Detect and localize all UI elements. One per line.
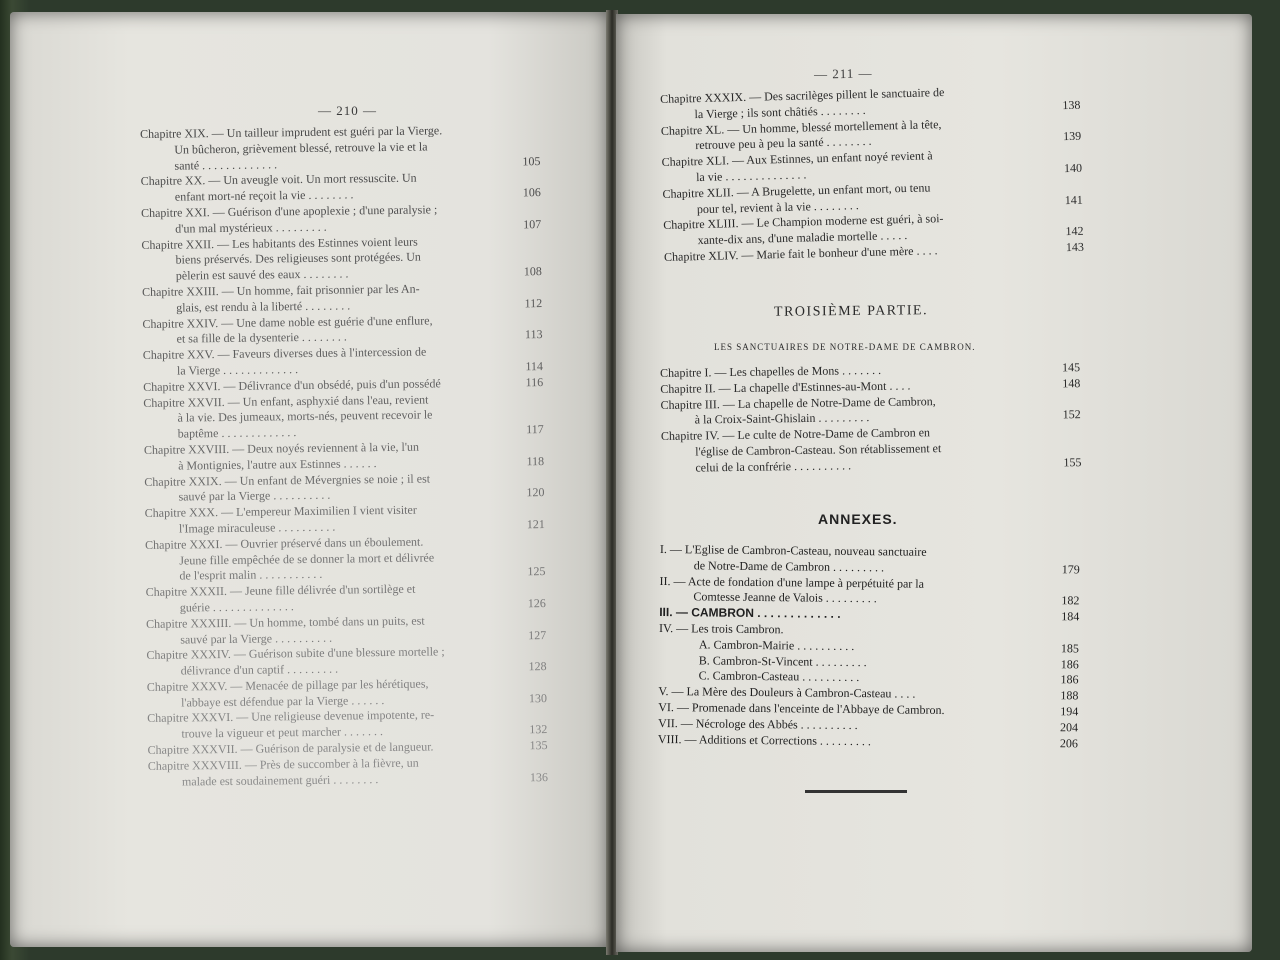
toc-line-text: Chapitre XIX. — Un tailleur imprudent est guéri par la Vierge. — [140, 123, 443, 141]
toc-line-text: Comtesse Jeanne de Valois . . . . . . . . . — [693, 589, 877, 606]
closing-rule — [805, 790, 907, 793]
toc-line-text: Chapitre IV. — Le culte de Notre-Dame de Cambron en — [660, 425, 931, 444]
toc-page-number: 106 — [522, 185, 541, 200]
toc-line-text: celui de la confrérie . . . . . . . . . . — [695, 458, 852, 475]
toc-page-number: 136 — [529, 769, 549, 784]
toc-line-text: l'Image miraculeuse . . . . . . . . . . — [178, 519, 336, 536]
toc-line-text: sauvé par la Vierge . . . . . . . . . . — [178, 488, 331, 504]
toc-page-number: 128 — [528, 659, 547, 674]
toc-line-text: trouve la vigueur et peut marcher . . . . . . . — [181, 724, 384, 741]
toc-page-number: 142 — [1065, 223, 1084, 239]
toc-line-text: B. Cambron-St-Vincent . . . . . . . . . — [698, 652, 867, 669]
toc-line-text: Chapitre XLIV. — Marie fait le bonheur d'une mère . . . . — [663, 243, 938, 264]
toc-line-text: Chapitre XXXV. — Menacée de pillage par les hérétiques, — [146, 676, 429, 694]
toc-entry — [145, 533, 546, 585]
toc-line-text: de Notre-Dame de Cambron . . . . . . . . . — [693, 558, 885, 575]
toc-line-text: A. Cambron-Mairie . . . . . . . . . . — [698, 637, 855, 653]
toc-line-text: à Montignies, l'autre aux Estinnes . . . . . . — [178, 455, 377, 473]
toc-page-number: 116 — [525, 374, 544, 390]
toc-line-text: à la vie. Des jumeaux, morts-nés, peuvent recevoir le — [177, 407, 433, 425]
toc-entry — [141, 233, 542, 285]
toc-page-number: 148 — [1062, 375, 1081, 391]
toc-line-text: Chapitre XXVI. — Délivrance d'un obsédé, puis d'un possédé — [143, 376, 441, 394]
toc-page-number: 141 — [1064, 192, 1083, 207]
toc-line-text: Chapitre XLII. — A Brugelette, un enfant mort, ou tenu — [662, 180, 931, 201]
toc-line-text: biens préservés. Des religieuses sont protégées. Un — [175, 249, 421, 267]
annex-table-of-contents — [658, 542, 1080, 752]
toc-line-text: IV. — Les trois Cambron. — [659, 620, 784, 637]
toc-line-text: Chapitre XXXVIII. — Près de succomber à la fièvre, un — [147, 755, 419, 773]
part-title: TROISIÈME PARTIE. — [773, 303, 929, 320]
toc-line-text: Chapitre XXIII. — Un homme, fait prisonnier par les An- — [141, 281, 420, 299]
toc-entry — [144, 438, 544, 474]
toc-line-text: VII. — Nécrologe des Abbés . . . . . . . . . . — [658, 715, 858, 732]
toc-page-number: 112 — [524, 295, 543, 311]
left-table-of-contents — [140, 122, 548, 790]
toc-page-number: 139 — [1063, 129, 1082, 144]
toc-line-text: glais, est rendu à la liberté . . . . . . . . — [176, 298, 351, 315]
toc-line-text: Chapitre XXXIII. — Un homme, tombé dans un puits, est — [145, 613, 425, 631]
toc-page-number: 204 — [1060, 719, 1079, 735]
toc-page-number: 184 — [1061, 609, 1080, 624]
toc-line-text: Chapitre I. — Les chapelles de Mons . . . . . . . — [660, 362, 882, 380]
toc-entry — [141, 170, 541, 206]
toc-page-number: 130 — [528, 690, 548, 705]
toc-line-text: Chapitre XXII. — Les habitants des Estinnes voient leurs — [141, 234, 418, 252]
toc-page-number: 120 — [526, 485, 545, 500]
toc-line-text: V. — La Mère des Douleurs à Cambron-Casteau . . . . — [658, 684, 916, 701]
toc-line-text: la Vierge ; ils sont châtiés . . . . . . . . — [694, 102, 866, 121]
toc-line-text: enfant mort-né reçoit la vie . . . . . . . . — [174, 187, 354, 204]
toc-entry — [144, 470, 544, 506]
toc-line-text: III. — CAMBRON . . . . . . . . . . . . . — [659, 605, 841, 622]
toc-line-text: Chapitre XXV. — Faveurs diverses dues à l'intercession de — [142, 344, 427, 363]
toc-line-text: Chapitre XLIII. — Le Champion moderne est guéri, à soi- — [663, 211, 944, 233]
toc-entry — [660, 542, 1080, 578]
toc-page-number: 127 — [528, 627, 547, 642]
toc-line-text: retrouve peu à peu la santé . . . . . . . . — [695, 134, 872, 153]
toc-entry — [140, 122, 541, 174]
toc-line-text: Chapitre XX. — Un aveugle voit. Un mort ressuscite. Un — [140, 171, 417, 189]
toc-entry — [146, 612, 546, 648]
toc-line-text: la Vierge . . . . . . . . . . . . . — [176, 362, 299, 378]
toc-line-text: VIII. — Additions et Corrections . . . . . . . . . — [657, 731, 871, 748]
toc-page-number: 125 — [527, 564, 546, 579]
toc-entry — [142, 312, 542, 348]
toc-page-number: 194 — [1060, 704, 1079, 719]
toc-page-number: 186 — [1060, 672, 1079, 687]
toc-line-text: délivrance d'un captif . . . . . . . . . — [180, 661, 339, 678]
toc-line-text: Chapitre XXX. — L'empereur Maximilien I vient visiter — [144, 502, 417, 521]
toc-line-text: Un bûcheron, grièvement blessé, retrouve la vie et la — [174, 139, 428, 157]
toc-line-text: malade est soudainement guéri . . . . . . . . — [181, 771, 379, 789]
left-page-number: — 210 — — [318, 103, 377, 118]
toc-line-text: Jeune fille empêchée de se donner la mort et délivrée — [179, 549, 435, 568]
toc-entry — [143, 343, 543, 379]
toc-line-text: sauvé par la Vierge . . . . . . . . . . — [180, 630, 333, 647]
toc-line-text: Chapitre XXXII. — Jeune fille délivrée d'un sortilège et — [145, 581, 416, 600]
toc-page-number: 107 — [523, 216, 542, 232]
toc-entry — [146, 580, 546, 616]
toc-page-number: 185 — [1060, 640, 1079, 656]
toc-entry — [141, 201, 541, 237]
toc-entry — [147, 707, 547, 743]
toc-line-text: la vie . . . . . . . . . . . . . . — [695, 167, 807, 185]
toc-line-text: Chapitre XXXVI. — Une religieuse devenue impotente, re- — [147, 707, 435, 726]
toc-line-text: I. — L'Eglise de Cambron-Casteau, nouveau sanctuaire — [659, 542, 927, 559]
toc-entry — [148, 754, 548, 790]
toc-line-text: pèlerin est sauvé des eaux . . . . . . . . — [175, 266, 349, 283]
toc-entry — [145, 501, 545, 537]
toc-line-text: xante-dix ans, d'une maladie mortelle . . . . . — [697, 228, 908, 248]
toc-line-text: baptême . . . . . . . . . . . . . — [177, 425, 297, 441]
toc-page-number: 126 — [527, 595, 546, 611]
toc-line-text: Chapitre III. — La chapelle de Notre-Dame de Cambron, — [660, 393, 936, 412]
toc-page-number: 152 — [1062, 407, 1081, 422]
toc-page-number: 105 — [522, 153, 541, 168]
toc-page-number: 206 — [1059, 735, 1078, 750]
toc-line-text: l'abbaye est défendue par la Vierge . . . . . . — [180, 692, 385, 710]
toc-line-text: santé . . . . . . . . . . . . . — [174, 156, 278, 173]
toc-page-number: 138 — [1062, 97, 1081, 112]
toc-page-number: 145 — [1061, 360, 1081, 375]
toc-line-text: Chapitre XXI. — Guérison d'une apoplexie ; d'une paralysie ; — [140, 202, 438, 220]
toc-page-number: 140 — [1063, 160, 1083, 176]
toc-page-number: 108 — [523, 264, 542, 279]
annex-title: ANNEXES. — [818, 511, 898, 527]
toc-line-text: Chapitre XXIX. — Un enfant de Mévergnies se noie ; il est — [144, 471, 431, 489]
toc-line-text: Chapitre XXVIII. — Deux noyés reviennent à la vie, l'un — [143, 439, 420, 457]
toc-page-number: 155 — [1063, 454, 1082, 470]
toc-page-number: 114 — [525, 359, 544, 374]
toc-line-text: Chapitre XL. — Un homme, blessé mortellement à la tête, — [660, 116, 942, 138]
right-table-of-contents — [660, 82, 1084, 266]
part-subtitle: LES SANCTUAIRES DE NOTRE-DAME DE CAMBRON. — [714, 342, 976, 352]
toc-line-text: et sa fille de la dysenterie . . . . . . . . — [176, 329, 347, 346]
toc-line-text: l'église de Cambron-Casteau. Son rétablissement et — [695, 441, 942, 459]
toc-line-text: Chapitre XXXIV. — Guérison subite d'une blessure mortelle ; — [146, 644, 445, 663]
toc-page-number: 132 — [529, 722, 548, 737]
right-page-number: — 211 — — [813, 65, 873, 82]
toc-line-text: Chapitre XXXI. — Ouvrier préservé dans un éboulement. — [145, 534, 424, 552]
toc-page-number: 135 — [529, 738, 548, 753]
toc-line-text: Chapitre XXXIX. — Des sacrilèges pillent le sanctuaire de — [660, 85, 945, 106]
toc-page-number: 143 — [1065, 239, 1085, 255]
toc-entry — [146, 643, 546, 679]
toc-entry — [143, 391, 544, 443]
toc-page-number: 182 — [1061, 593, 1080, 608]
toc-entry — [659, 574, 1079, 610]
toc-page-number: 188 — [1060, 688, 1079, 703]
toc-page-number: 118 — [526, 453, 545, 469]
toc-entry — [142, 280, 542, 316]
toc-entry — [147, 675, 547, 711]
toc-line-text: de l'esprit malin . . . . . . . . . . . — [179, 567, 323, 583]
toc-line-text: Chapitre XXXVII. — Guérison de paralysie et de langueur. — [147, 739, 434, 758]
toc-page-number: 113 — [524, 327, 543, 342]
toc-page-number: 186 — [1060, 656, 1079, 671]
toc-page-number: 121 — [526, 517, 545, 532]
toc-line-text: Chapitre XXIV. — Une dame noble est guérie d'une enflure, — [142, 313, 433, 331]
toc-line-text: pour tel, revient à la vie . . . . . . . . — [696, 197, 859, 216]
toc-line-text: à la Croix-Saint-Ghislain . . . . . . . . . — [694, 410, 870, 427]
toc-line-text: VI. — Promenade dans l'enceinte de l'Abbaye de Cambron. — [658, 699, 945, 717]
toc-line-text: Chapitre XXVII. — Un enfant, asphyxié dans l'eau, revient — [143, 392, 429, 410]
toc-line-text: Chapitre II. — La chapelle d'Estinnes-au-Mont . . . . — [660, 378, 911, 396]
part-table-of-contents — [660, 360, 1082, 476]
toc-line-text: Chapitre XLI. — Aux Estinnes, un enfant noyé revient à — [661, 148, 933, 170]
toc-page-number: 179 — [1061, 562, 1080, 577]
toc-line-text: II. — Acte de fondation d'une lampe à perpétuité par la — [659, 573, 925, 591]
toc-line-text: guérie . . . . . . . . . . . . . . — [179, 599, 294, 615]
toc-entry — [661, 423, 1082, 476]
toc-line-text: C. Cambron-Casteau . . . . . . . . . . — [698, 668, 860, 685]
toc-page-number: 117 — [526, 422, 544, 437]
toc-line-text: d'un mal mystérieux . . . . . . . . . — [175, 219, 327, 236]
